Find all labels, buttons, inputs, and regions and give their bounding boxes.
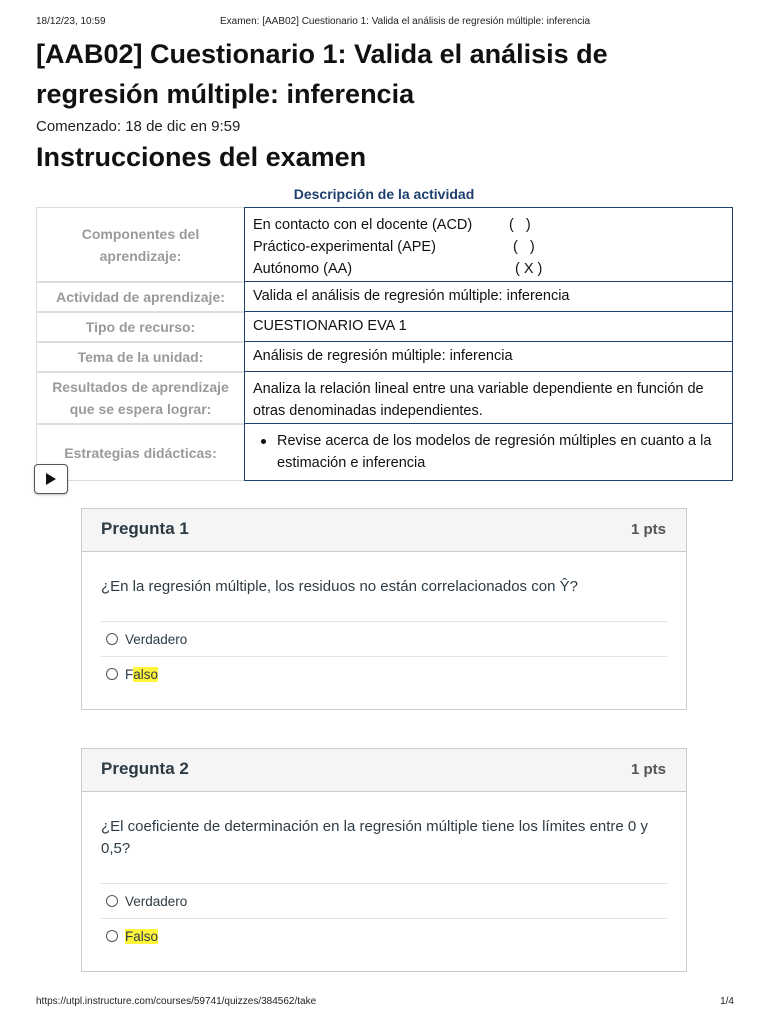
strategies-item: Revise acerca de los modelos de regresión múltiples en cuanto a la estimación e inferencia (253, 430, 724, 474)
component-name: En contacto con el docente (ACD) (253, 217, 473, 233)
strategies-list (253, 430, 724, 474)
question-text: ¿En la regresión múltiple, los residuos no están correlacionados con Ŷ? (101, 578, 578, 595)
print-header (36, 16, 734, 30)
component-line (253, 236, 724, 258)
print-url: https://utpl.instructure.com/courses/59741/quizzes/384562/take (36, 996, 317, 1007)
print-footer (36, 996, 734, 1010)
answer-option-true[interactable] (101, 621, 667, 656)
activity-row (36, 282, 733, 312)
components-value (244, 207, 733, 282)
outcomes-label: Resultados de aprendizaje que se espera lograr: (36, 372, 244, 424)
resource-value: CUESTIONARIO EVA 1 (244, 312, 733, 342)
strategies-row (36, 424, 733, 481)
question-text: ¿El coeficiente de determinación en la regresión múltiple tiene los límites entre 0 y 0,5? (101, 818, 648, 857)
print-page-title: Examen: [AAB02] Cuestionario 1: Valida el análisis de regresión múltiple: inferencia (219, 16, 590, 27)
question-points: 1 pts (630, 521, 666, 538)
answer-label (125, 667, 158, 682)
radio-button[interactable] (106, 668, 118, 680)
question-card (81, 748, 687, 972)
strategies-value (244, 424, 733, 481)
answer-label-highlight: also (133, 666, 159, 682)
activity-description-caption: Descripción de la actividad (293, 186, 475, 202)
radio-button[interactable] (106, 895, 118, 907)
answer-label-highlight: F (125, 928, 134, 944)
answer-list (101, 621, 667, 691)
question-header (82, 749, 686, 792)
question-card (81, 508, 687, 710)
answer-list (101, 883, 667, 953)
topic-row (36, 342, 733, 372)
answer-option-false[interactable] (101, 918, 667, 953)
instructions-heading: Instrucciones del examen (36, 142, 367, 172)
answer-label: Verdadero (125, 893, 188, 909)
play-button[interactable] (34, 464, 68, 494)
play-icon (46, 473, 56, 485)
quiz-started-time: Comenzado: 18 de dic en 9:59 (36, 118, 241, 135)
topic-label: Tema de la unidad: (36, 342, 244, 372)
component-mark: ( ) (509, 217, 531, 233)
resource-label: Tipo de recurso: (36, 312, 244, 342)
activity-value: Valida el análisis de regresión múltiple: inferencia (244, 282, 733, 312)
question-title: Pregunta 1 (101, 519, 189, 538)
activity-label: Actividad de aprendizaje: (36, 282, 244, 312)
components-label: Componentes del aprendizaje: (36, 207, 244, 282)
answer-option-false[interactable] (101, 656, 667, 691)
topic-value: Análisis de regresión múltiple: inferencia (244, 342, 733, 372)
outcomes-row (36, 372, 733, 424)
radio-button[interactable] (106, 930, 118, 942)
radio-button[interactable] (106, 633, 118, 645)
activity-description-table (36, 207, 733, 481)
question-header (82, 509, 686, 552)
component-name: Autónomo (AA) (253, 261, 353, 277)
component-name: Práctico-experimental (APE) (253, 239, 436, 255)
answer-label-first: F (125, 666, 134, 682)
print-page-number: 1/4 (720, 996, 734, 1007)
component-mark: ( X ) (515, 261, 543, 277)
components-row (36, 207, 733, 282)
component-mark: ( ) (513, 239, 535, 255)
resource-row (36, 312, 733, 342)
question-points: 1 pts (630, 761, 666, 778)
quiz-title: [AAB02] Cuestionario 1: Valida el análisis de regresión múltiple: inferencia (36, 39, 608, 109)
answer-label: Verdadero (125, 631, 188, 647)
print-datetime: 18/12/23, 10:59 (36, 16, 106, 27)
answer-label (125, 929, 158, 944)
question-title: Pregunta 2 (101, 759, 189, 778)
answer-label-highlight: also (133, 928, 159, 944)
answer-option-true[interactable] (101, 883, 667, 918)
outcomes-value: Analiza la relación lineal entre una variable dependiente en función de otras denominadas independientes. (244, 372, 733, 424)
strategies-label: Estrategias didácticas: (36, 424, 244, 481)
component-line (253, 258, 724, 280)
component-line (253, 214, 724, 236)
